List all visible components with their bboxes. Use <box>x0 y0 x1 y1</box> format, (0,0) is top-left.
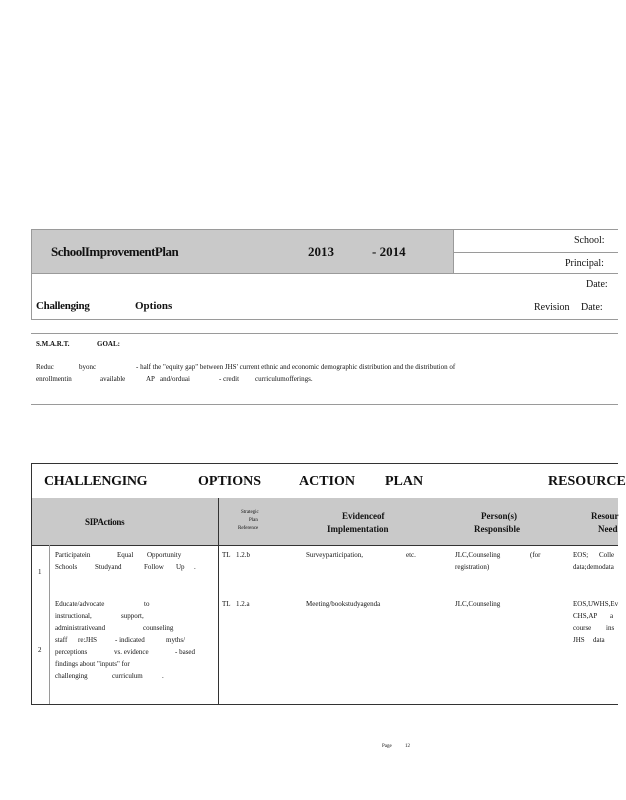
action-word: Follow <box>144 563 164 571</box>
header-divider <box>453 229 454 273</box>
action-word: findings about "inputs" for <box>55 660 130 668</box>
goal-word: - half the "equity gap" between JHS' current ethnic and economic demographic distribution and the distribution of <box>136 363 456 371</box>
col-header-strategic: Strategic <box>241 510 259 515</box>
ref-code: TL <box>222 551 231 559</box>
subtitle-options: Options <box>135 300 173 312</box>
col-header-sip-actions: SIPActions <box>85 517 125 527</box>
goal-word: curriculumofferings. <box>255 375 313 383</box>
evidence-text: etc. <box>406 551 416 559</box>
resources-text: EOS,UWHS,Ev <box>573 600 619 608</box>
resources-text: a <box>610 612 614 620</box>
resources-text: JHS <box>573 636 585 644</box>
row-number: 2 <box>38 646 42 654</box>
school-label: School: <box>574 235 605 246</box>
goal-top-rule <box>31 333 618 334</box>
resources-text: CHS,AP <box>573 612 598 620</box>
action-word: . <box>194 563 196 571</box>
resources-text: data;demodata <box>573 563 614 571</box>
persons-text: (for <box>530 551 541 559</box>
action-word: staff <box>55 636 68 644</box>
header-bottom-rule <box>31 545 618 546</box>
col-header-implementation: Implementation <box>327 524 389 534</box>
action-word: Educate/advocate <box>55 600 105 608</box>
action-word: challenging <box>55 672 88 680</box>
header-bottom-rule <box>31 319 618 320</box>
action-word: Participatein <box>55 551 91 559</box>
action-word: support, <box>121 612 144 620</box>
plan-title: SchoolImprovementPlan <box>51 244 179 259</box>
action-word: - based <box>175 648 196 656</box>
ref-code: TL <box>222 600 231 608</box>
header-left-rule <box>31 229 32 319</box>
col-header-reference: Reference <box>238 526 259 531</box>
action-word: curriculum <box>112 672 143 680</box>
goal-word: byonc <box>79 363 97 371</box>
col-divider-number <box>49 545 50 704</box>
revision-date-label: Date: <box>581 302 603 313</box>
resources-text: Colle <box>599 551 615 559</box>
table-top-rule <box>31 463 618 464</box>
ref-number: 1.2.b <box>236 551 250 559</box>
goal-word: enrollmentin <box>36 375 72 383</box>
page-label: Page <box>382 744 392 749</box>
action-word: administrativeand <box>55 624 106 632</box>
evidence-text: Meeting/bookstudyagenda <box>306 600 381 608</box>
action-word: . <box>162 672 164 680</box>
plan-year-start: 2013 <box>308 244 334 259</box>
header-top-rule <box>31 229 618 230</box>
table-bottom-rule <box>31 704 618 705</box>
col-header-plan: Plan <box>249 518 258 523</box>
col-divider-sip <box>218 498 219 704</box>
goal-word: available <box>100 375 126 383</box>
col-header-persons: Person(s) <box>481 511 517 521</box>
subtitle-challenging: Challenging <box>36 300 90 312</box>
plan-year-end: - 2014 <box>372 244 406 259</box>
col-header-resources: Resour <box>591 511 619 521</box>
ref-number: 1.2.a <box>236 600 250 608</box>
action-word: Opportunity <box>147 551 182 559</box>
date-label: Date: <box>586 279 608 290</box>
resources-text: EOS; <box>573 551 589 559</box>
table-left-rule <box>31 463 32 704</box>
action-word: to <box>144 600 150 608</box>
evidence-text: Surveyparticipation, <box>306 551 363 559</box>
row-number: 1 <box>38 568 42 576</box>
action-word: re:JHS <box>78 636 98 644</box>
action-word: perceptions <box>55 648 88 656</box>
action-word: vs. evidence <box>114 648 149 656</box>
principal-label: Principal: <box>565 258 604 269</box>
action-plan-title-word: ACTION <box>299 474 356 489</box>
goal-word: Reduc <box>36 363 54 371</box>
resources-text: course <box>573 624 592 632</box>
persons-text: registration) <box>455 563 490 571</box>
persons-text: JLC,Counseling <box>455 551 501 559</box>
action-word: Studyand <box>95 563 122 571</box>
action-word: Up <box>176 563 185 571</box>
smart-label: S.M.A.R.T. <box>36 340 70 348</box>
action-plan-title-word: RESOURCE <box>548 474 626 489</box>
col-header-responsible: Responsible <box>474 524 521 534</box>
action-plan-title-word: CHALLENGING <box>44 474 148 489</box>
action-word: Equal <box>117 551 134 559</box>
header-school-rule <box>453 252 618 253</box>
resources-text: ins <box>606 624 615 632</box>
goal-word: and/orduai <box>160 375 190 383</box>
action-word: Schools <box>55 563 78 571</box>
action-word: counseling <box>143 624 174 632</box>
revision-label: Revision <box>534 302 570 313</box>
persons-text: JLC,Counseling <box>455 600 501 608</box>
resources-text: data <box>593 636 605 644</box>
header-mid-rule <box>31 273 618 274</box>
goal-word: - credit <box>219 375 240 383</box>
col-header-needed: Need <box>598 524 618 534</box>
action-word: - indicated <box>115 636 145 644</box>
col-header-evidence: Evidenceof <box>342 511 385 521</box>
goal-label: GOAL: <box>97 340 120 348</box>
goal-word: AP <box>146 375 155 383</box>
action-word: instructional, <box>55 612 92 620</box>
page-number: 12 <box>405 744 410 749</box>
action-word: myths/ <box>166 636 186 644</box>
action-plan-title-word: PLAN <box>385 474 424 489</box>
action-plan-title-word: OPTIONS <box>198 474 262 489</box>
goal-bottom-rule <box>31 404 618 405</box>
